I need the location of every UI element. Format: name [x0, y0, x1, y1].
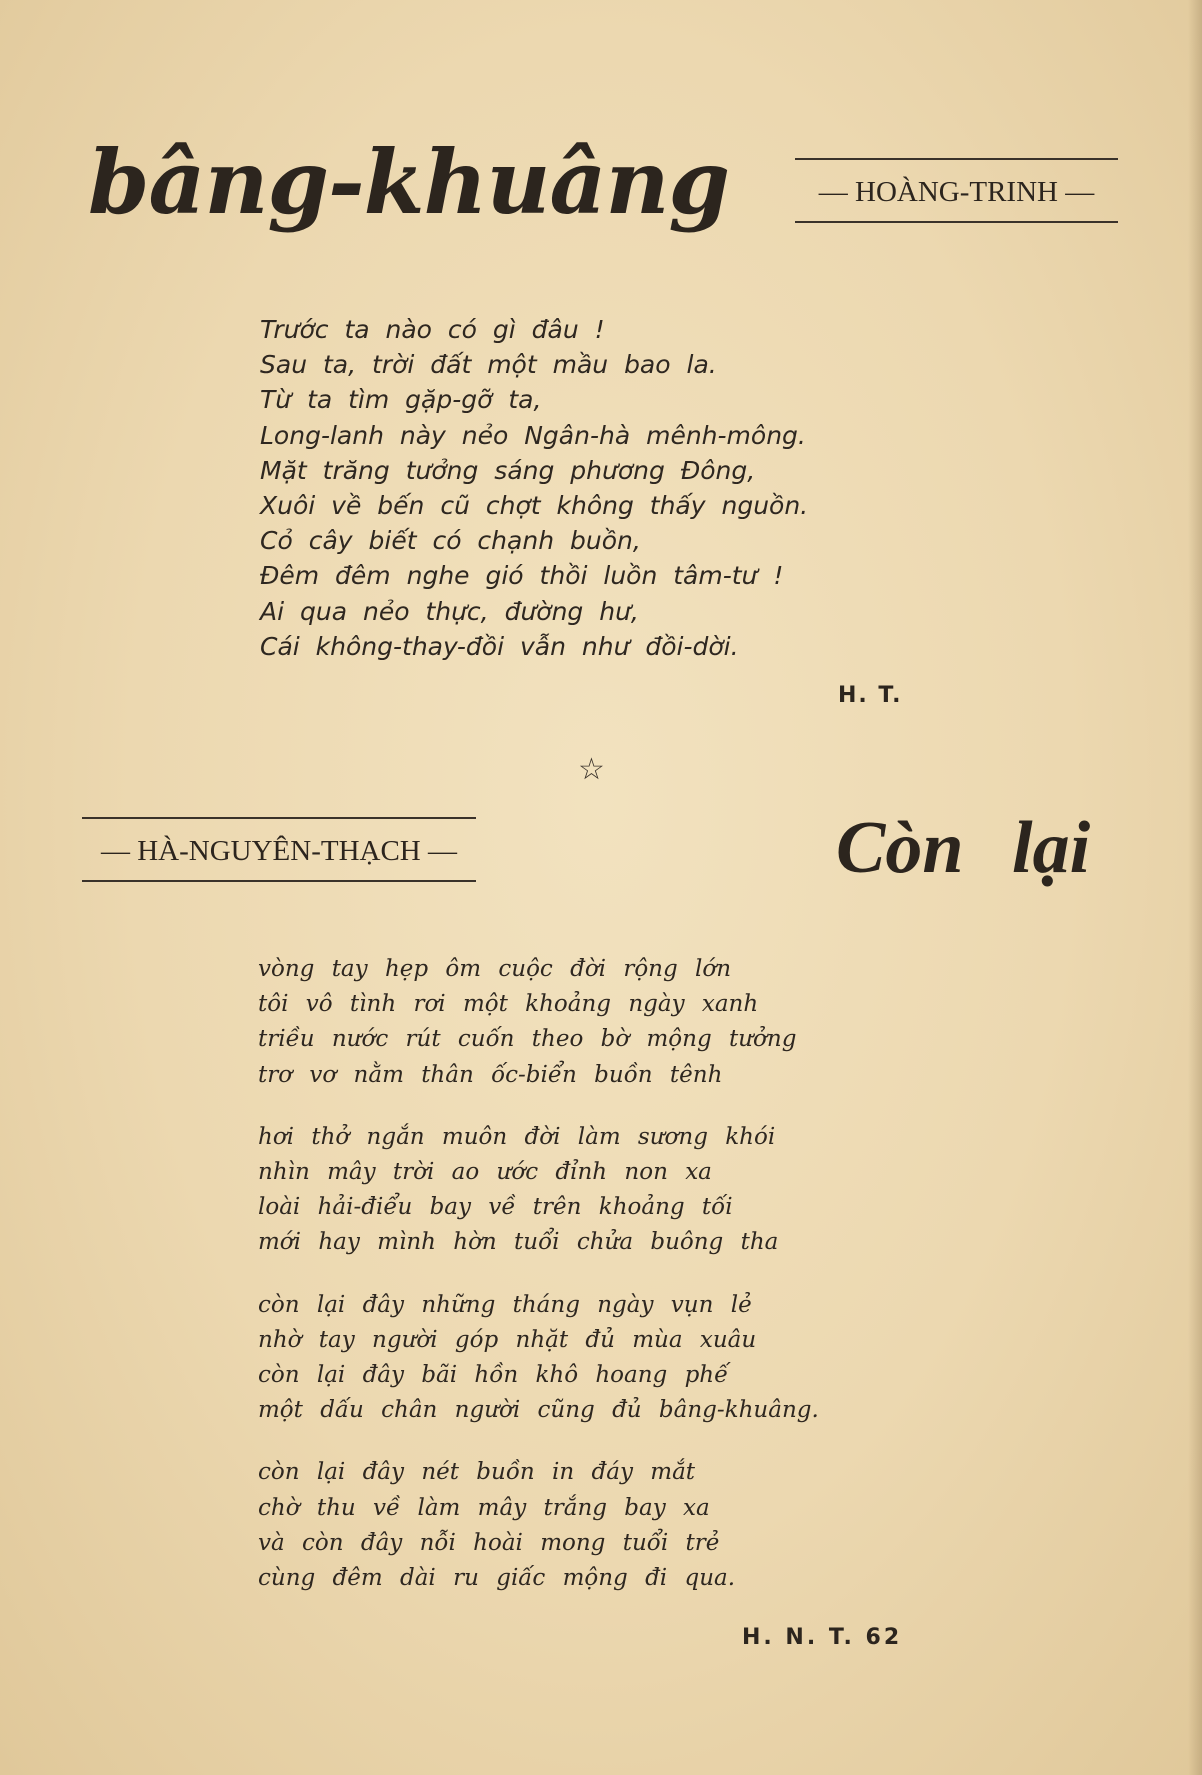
poem2-body — [258, 952, 819, 1623]
stanza — [258, 1288, 819, 1429]
poem-line: và còn đây nỗi hoài mong tuổi trẻ — [258, 1529, 720, 1556]
stanza — [258, 1120, 819, 1261]
poem-line: Trước ta nào có gì đâu ! — [260, 315, 605, 344]
poem1-body — [260, 312, 808, 664]
poem-line: còn lại đây những tháng ngày vụn lẻ — [258, 1291, 752, 1318]
poem-line: Xuôi về bến cũ chợt không thấy nguồn. — [260, 491, 809, 521]
poem-line: còn lại đây nét buồn in đáy mắt — [258, 1459, 696, 1486]
poem-line: Từ ta tìm gặp-gỡ ta, — [260, 385, 542, 415]
poem-line: tôi vô tình rơi một khoảng ngày xanh — [258, 991, 759, 1018]
stanza — [258, 952, 819, 1093]
poem-line: triều nước rút cuốn theo bờ mộng tưởng — [258, 1026, 797, 1053]
poem-line: nhờ tay người góp nhặt đủ mùa xuâu — [258, 1326, 757, 1353]
poem-line: trơ vơ nằm thân ốc-biển buồn tênh — [258, 1061, 723, 1088]
stanza — [258, 1455, 819, 1596]
poem-line: một dấu chân người cũng đủ bâng-khuâng. — [258, 1397, 819, 1424]
poem-line: Cái không-thay-đồi vẫn như đồi-dời. — [260, 631, 739, 661]
poem1-author: — HOÀNG-TRINH — — [795, 158, 1118, 223]
poem-line: còn lại đây bãi hồn khô hoang phế — [258, 1362, 729, 1389]
poem-line: vòng tay hẹp ôm cuộc đời rộng lớn — [258, 956, 732, 982]
poem-line: Ai qua nẻo thực, đường hư, — [260, 596, 639, 626]
poem-line: Cỏ cây biết có chạnh buồn, — [260, 526, 641, 556]
star-separator-icon: ☆ — [578, 752, 605, 787]
poem-line: cùng đêm dài ru giấc mộng đi qua. — [258, 1565, 736, 1592]
poem-line: Sau ta, trời đất một mầu bao la. — [260, 350, 717, 380]
poem2-author: — HÀ-NGUYÊN-THẠCH — — [82, 817, 476, 882]
poem-line: hơi thở ngắn muôn đời làm sương khói — [258, 1123, 776, 1150]
poem-line: mới hay mình hờn tuổi chửa buông tha — [258, 1229, 779, 1256]
poem2-signature: H. N. T. 62 — [742, 1625, 903, 1650]
poem2-title: Còn lại — [836, 807, 1091, 889]
poem-line: chờ thu về làm mây trắng bay xa — [258, 1494, 710, 1521]
poem-line: Đêm đêm nghe gió thồi luồn tâm-tư ! — [260, 561, 784, 591]
poem1-signature: H. T. — [838, 683, 903, 708]
poem-line: nhìn mây trời ao ước đỉnh non xa — [258, 1159, 712, 1186]
poem-line: loài hải-điểu bay về trên khoảng tối — [258, 1194, 733, 1221]
page-edge-shadow — [1188, 0, 1202, 1775]
poem1-title: bâng-khuâng — [88, 130, 730, 234]
poem-line: Long-lanh này nẻo Ngân-hà mênh-mông. — [260, 420, 806, 450]
poem-line: Mặt trăng tưởng sáng phương Đông, — [260, 455, 756, 485]
